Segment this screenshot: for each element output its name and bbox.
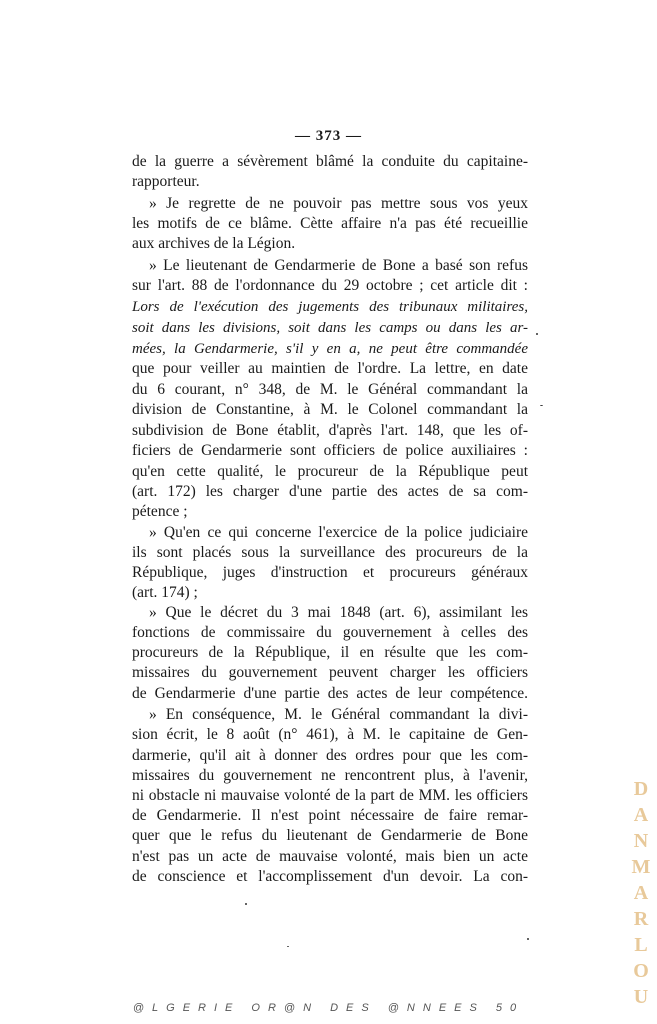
- text-line: aux archives de la Légion.: [132, 235, 296, 252]
- text-line: de Gendarmerie d'une partie des actes de leur compétence.: [132, 685, 528, 702]
- text-line: sion écrit, le 8 août (n° 461), à M. le capitaine de Gen-: [132, 726, 528, 743]
- text-line: (art. 174) ;: [132, 584, 198, 601]
- text-line: que pour veiller au maintien de l'ordre. La lettre, en date: [132, 360, 528, 377]
- text-line: soit dans les divisions, soit dans les camps ou dans les ar-: [132, 320, 528, 336]
- scan-speck: [245, 903, 247, 905]
- text-line: » En conséquence, M. le Général commandant la divi-: [149, 706, 528, 723]
- text-line: darmerie, qu'il ait à donner des ordres pour que les com-: [132, 747, 528, 764]
- text-line: » Que le décret du 3 mai 1848 (art. 6), assimilant les: [149, 604, 528, 621]
- text-line: de Gendarmerie. Il n'est point nécessaire de faire remar-: [132, 807, 528, 824]
- text-line: ni obstacle ni mauvaise volonté de la part de MM. les officiers: [132, 787, 528, 804]
- text-line: division de Constantine, à M. le Colonel commandant la: [132, 401, 528, 418]
- text-line: ficiers de Gendarmerie sont officiers de police auxiliaires :: [132, 442, 528, 459]
- text-line: pétence ;: [132, 503, 188, 520]
- text-line: fonctions de commissaire du gouvernement à celles des: [132, 624, 528, 641]
- text-line: les motifs de ce blâme. Cètte affaire n'a pas été recueillie: [132, 215, 528, 232]
- text-line: n'est pas un acte de mauvaise volonté, mais bien un acte: [132, 848, 528, 865]
- scan-speck: [527, 938, 529, 940]
- text-line: du 6 courant, n° 348, de M. le Général commandant la: [132, 381, 528, 398]
- page-number: — 373 —: [295, 128, 362, 144]
- text-line: quer que le refus du lieutenant de Gendarmerie de Bone: [132, 827, 528, 844]
- text-line: rapporteur.: [132, 173, 200, 190]
- watermark: DANMARLOU: [631, 778, 651, 1008]
- text-line: » Le lieutenant de Gendarmerie de Bone a basé son refus: [149, 257, 528, 274]
- scan-speck: [540, 405, 543, 406]
- text-line: de la guerre a sévèrement blâmé la conduite du capitaine-: [132, 153, 528, 170]
- text-line: procureurs de la République, il en résulte que les com-: [132, 644, 528, 661]
- text-line: sur l'art. 88 de l'ordonnance du 29 octobre ; cet article dit :: [132, 277, 528, 294]
- text-line: missaires du gouvernement peuvent charger les officiers: [132, 664, 528, 681]
- text-line: qu'en cette qualité, le procureur de la République peut: [132, 463, 528, 480]
- text-line: mées, la Gendarmerie, s'il y en a, ne peut être commandée: [132, 341, 528, 357]
- footer-watermark: @LGERIE OR@N DES @NNEES 50: [132, 1002, 525, 1014]
- scan-speck: [287, 946, 289, 947]
- scan-speck: [536, 333, 538, 335]
- text-line: République, juges d'instruction et procureurs généraux: [132, 564, 528, 581]
- text-line: de conscience et l'accomplissement d'un devoir. La con-: [132, 868, 528, 885]
- text-line: (art. 172) les charger d'une partie des actes de sa com-: [132, 483, 528, 500]
- text-line: ils sont placés sous la surveillance des procureurs de la: [132, 544, 528, 561]
- text-line: Lors de l'exécution des jugements des tribunaux militaires,: [132, 299, 528, 315]
- text-line: » Qu'en ce qui concerne l'exercice de la police judiciaire: [149, 524, 528, 541]
- text-line: missaires du gouvernement ne rencontrent plus, à l'avenir,: [132, 767, 528, 784]
- text-line: subdivision de Bone établit, d'après l'art. 148, que les of-: [132, 422, 528, 439]
- text-line: » Je regrette de ne pouvoir pas mettre sous vos yeux: [149, 195, 528, 212]
